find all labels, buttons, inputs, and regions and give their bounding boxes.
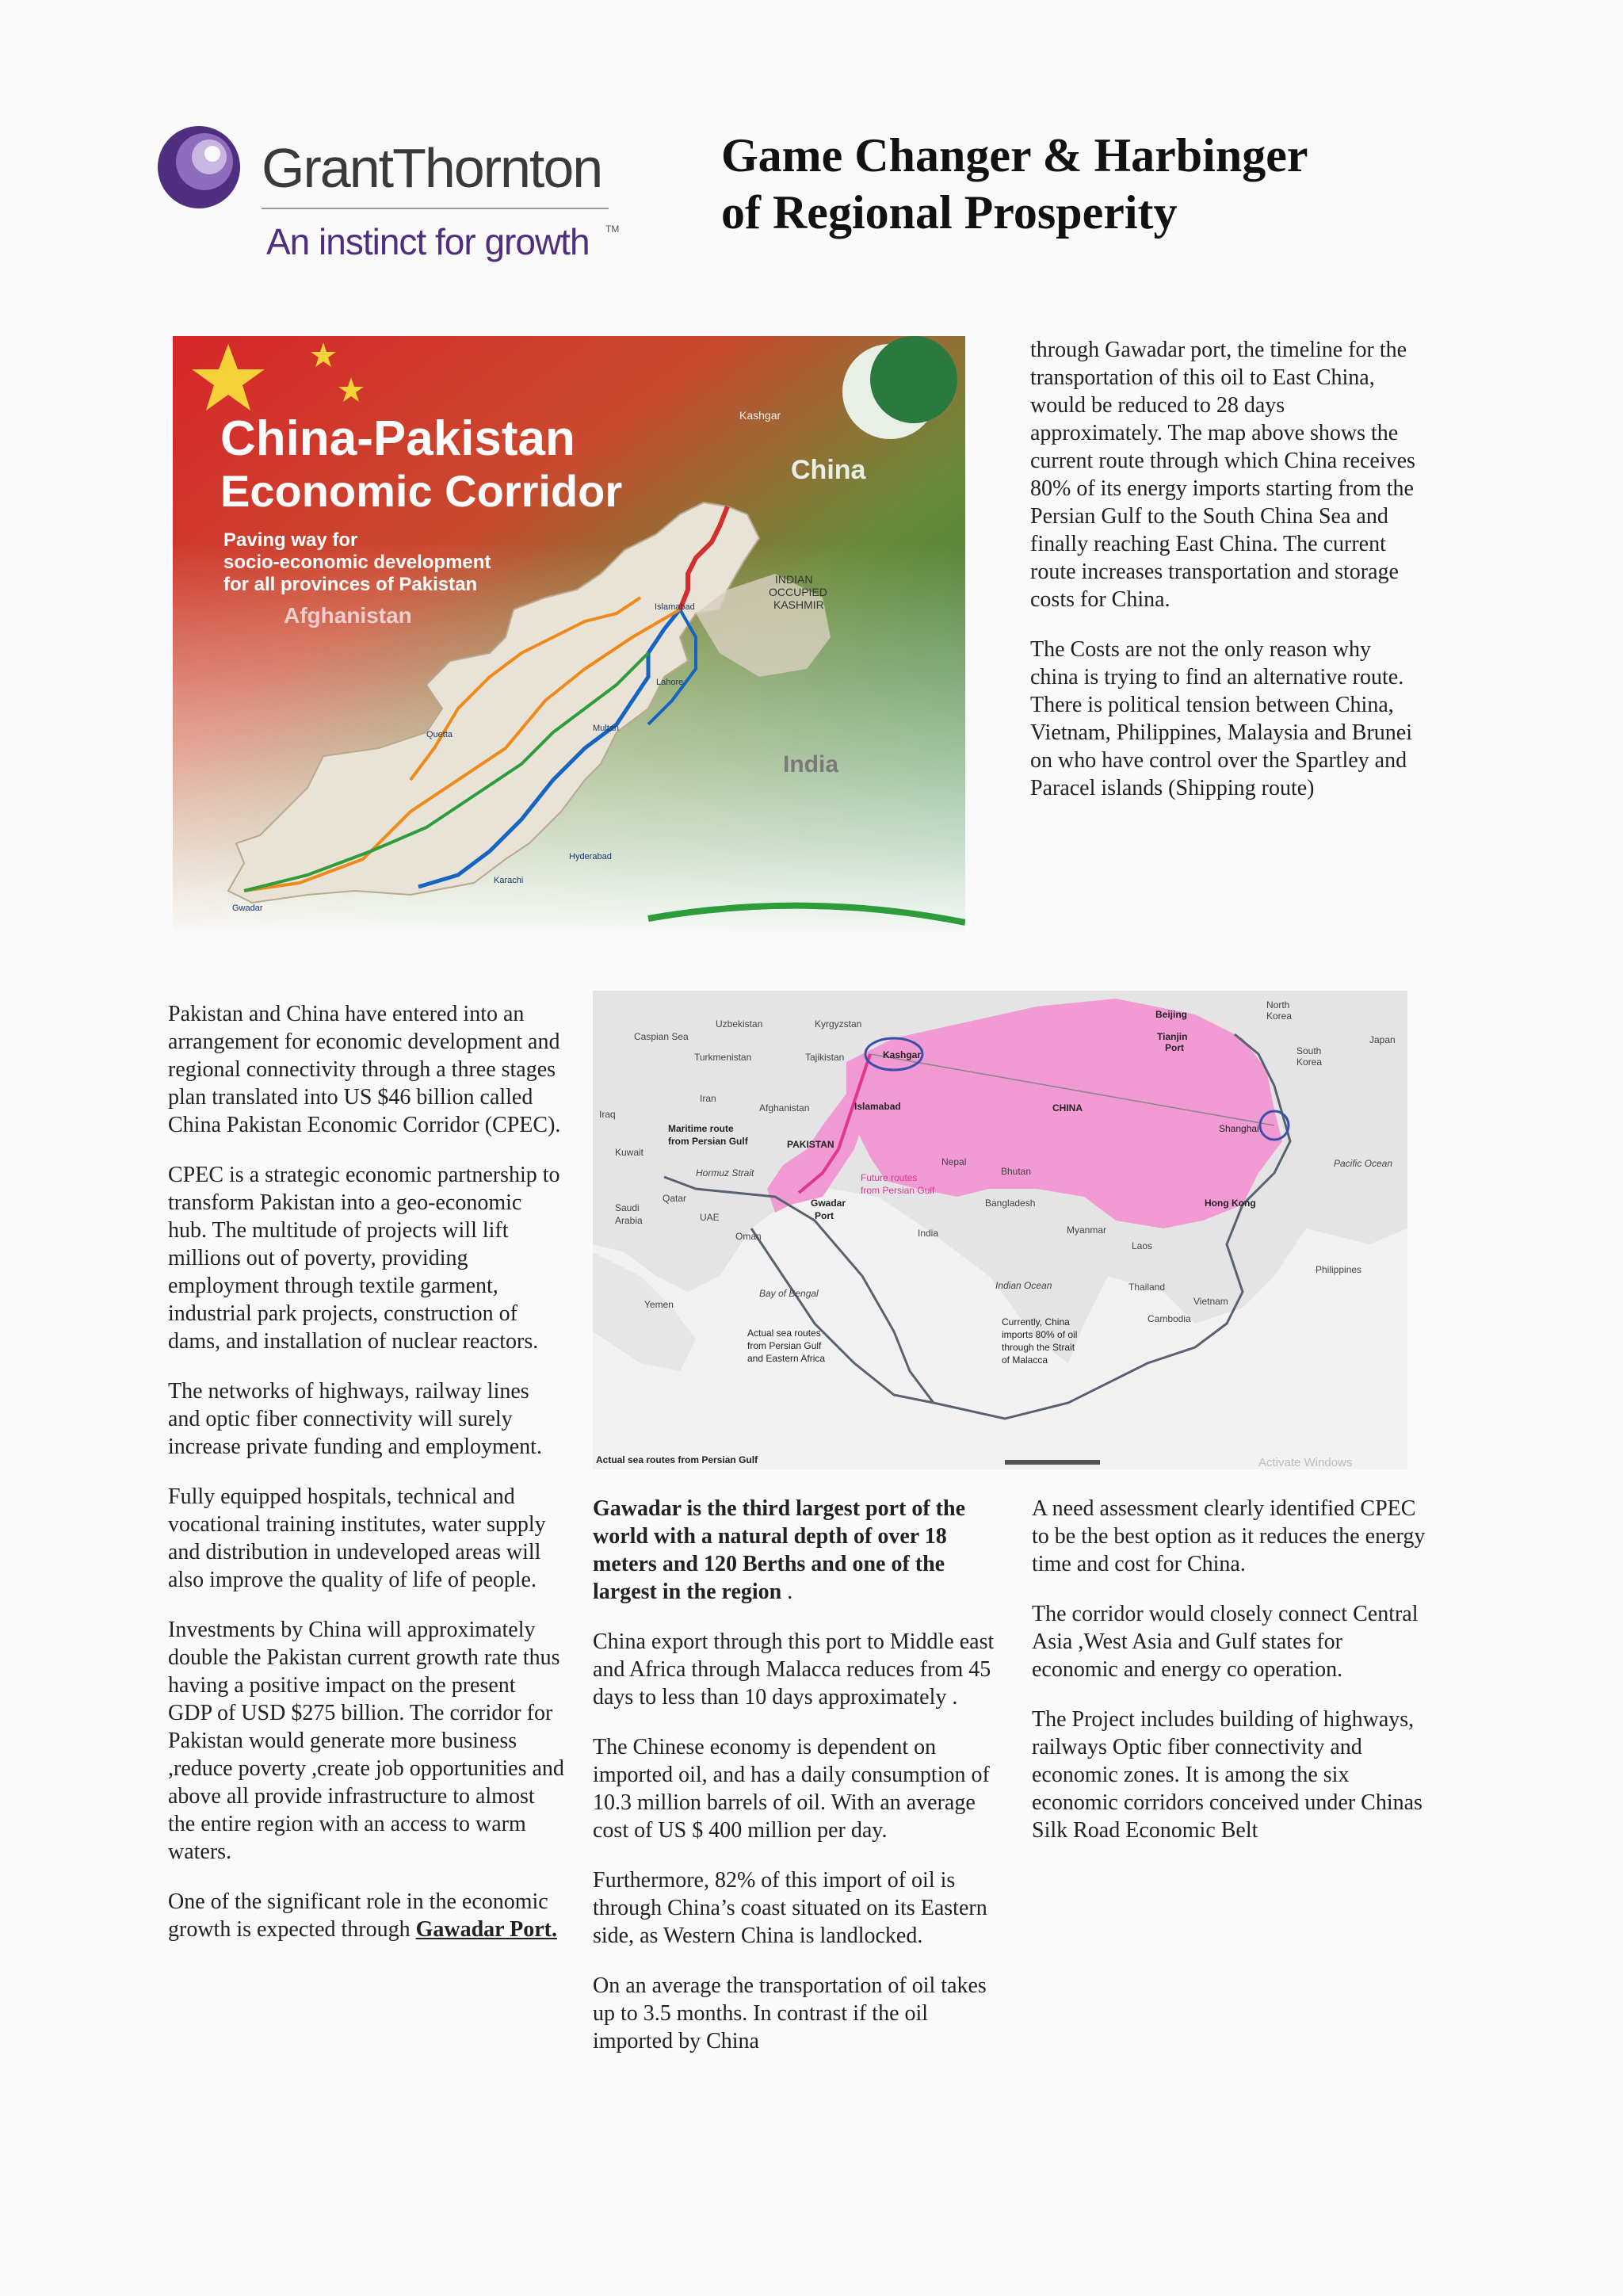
label-kashmir-3: KASHMIR bbox=[773, 598, 824, 611]
label-nepal: Nepal bbox=[941, 1156, 967, 1167]
right-top-column bbox=[1030, 336, 1419, 824]
map-subtitle-3: for all provinces of Pakistan bbox=[223, 574, 478, 595]
right-column bbox=[1032, 1495, 1428, 1866]
label-bottom-caption: Actual sea routes from Persian Gulf bbox=[596, 1454, 758, 1465]
paragraph-export: China export through this port to Middle east and Africa through Malacca reduces from 45 days to less than 10 days approximately . bbox=[593, 1629, 995, 1710]
label-thailand: Thailand bbox=[1128, 1282, 1166, 1293]
label-kashgar: Kashgar bbox=[883, 1049, 922, 1060]
significant-role-text: One of the significant role in the economic growth is expected through bbox=[168, 1889, 548, 1942]
paragraph-investments: Investments by China will approximately double the Pakistan current growth rate thus having a positive impact on the present GDP of USD $275 billion. The corridor for Pakistan would generate more business ,reduce poverty ,create job opportunities and above all provide infrastructure to almost the entire region with an access to warm waters. bbox=[168, 1618, 564, 1864]
label-bay-bengal: Bay of Bengal bbox=[759, 1288, 819, 1299]
label-bhutan: Bhutan bbox=[1001, 1166, 1032, 1177]
label-saudi-2: Arabia bbox=[615, 1215, 643, 1226]
map-subtitle-2: socio-economic development bbox=[223, 552, 491, 573]
map-title-line-2: Economic Corridor bbox=[220, 466, 623, 516]
trademark-mark: TM bbox=[605, 223, 620, 235]
label-oman: Oman bbox=[735, 1231, 762, 1242]
label-actual-3: and Eastern Africa bbox=[747, 1353, 826, 1364]
gawadar-highlight-suffix: . bbox=[781, 1580, 793, 1604]
label-vietnam: Vietnam bbox=[1193, 1296, 1228, 1307]
label-future-1: Future routes bbox=[861, 1172, 918, 1183]
label-hormuz: Hormuz Strait bbox=[696, 1167, 754, 1179]
label-pacific: Pacific Ocean bbox=[1334, 1158, 1393, 1169]
paragraph-arrangement: Pakistan and China have entered into an arrangement for economic development and regional connectivity through a three stages plan translated into US $46 billion called China Pakistan Economic Corridor (CPEC). bbox=[168, 1002, 561, 1137]
paragraph-82-percent: Furthermore, 82% of this import of oil is through China’s coast situated on its Eastern side, as Western China is landlocked. bbox=[593, 1868, 987, 1948]
label-china: China bbox=[791, 455, 866, 485]
label-north-korea-1: North bbox=[1266, 999, 1290, 1010]
label-actual-2: from Persian Gulf bbox=[747, 1340, 822, 1351]
paragraph-project-includes: The Project includes building of highways, railways Optic fiber connectivity and economic zones. It is among the six economic corridors conceived under Chinas Silk Road Economic Belt bbox=[1032, 1707, 1423, 1843]
label-south-korea-2: Korea bbox=[1296, 1056, 1323, 1068]
city-kashgar: Kashgar bbox=[739, 409, 781, 422]
cpec-map-image bbox=[173, 336, 965, 930]
city-quetta: Quetta bbox=[426, 730, 453, 739]
map-subtitle-1: Paving way for bbox=[223, 529, 358, 551]
label-malacca-3: through the Strait bbox=[1002, 1342, 1075, 1353]
label-india: India bbox=[783, 751, 839, 777]
city-lahore: Lahore bbox=[656, 678, 684, 687]
paragraph-need-assessment: A need assessment clearly identified CPEC to be the best option as it reduces the energy time and cost for China. bbox=[1032, 1496, 1426, 1576]
label-gwadar-1: Gwadar bbox=[811, 1198, 846, 1209]
label-uzbekistan: Uzbekistan bbox=[716, 1018, 763, 1030]
label-tianjin-2: Port bbox=[1165, 1042, 1184, 1053]
paragraph-strategic: CPEC is a strategic economic partnership to transform Pakistan into a geo-economic hub. The multitude of projects will lift millions out of poverty, providing employment through textile garment, industrial park projects, construction of dams, and installation of nuclear reactors. bbox=[168, 1163, 560, 1354]
label-yemen: Yemen bbox=[644, 1299, 674, 1310]
grant-thornton-logo-mark bbox=[157, 125, 241, 209]
paragraph-imported-oil: The Chinese economy is dependent on imported oil, and has a daily consumption of 10.3 million barrels of oil. With an average cost of US $ 400 million per day. bbox=[593, 1735, 990, 1843]
title-line-1: Game Changer & Harbinger bbox=[721, 129, 1308, 181]
paragraph-gawadar-timeline: through Gawadar port, the timeline for the transportation of this oil to East China, would be reduced to 28 days approximately. The map above shows the current route through which China receives 80% of its energy imports starting from the Persian Gulf to the South China Sea and finally reaching East China. The current route increases transportation and storage costs for China. bbox=[1030, 338, 1415, 612]
label-watermark: Activate Windows bbox=[1258, 1456, 1353, 1469]
label-philippines: Philippines bbox=[1316, 1264, 1362, 1275]
paragraph-hospitals: Fully equipped hospitals, technical and vocational training institutes, water supply and distribution in undeveloped areas will also improve the quality of life of people. bbox=[168, 1484, 546, 1592]
label-future-2: from Persian Gulf bbox=[861, 1185, 935, 1196]
city-karachi: Karachi bbox=[494, 876, 524, 885]
city-gwadar: Gwadar bbox=[232, 904, 263, 913]
label-cambodia: Cambodia bbox=[1148, 1313, 1191, 1324]
gawadar-port-link[interactable]: Gawadar Port. bbox=[415, 1917, 557, 1942]
label-china: CHINA bbox=[1052, 1102, 1083, 1114]
label-india: India bbox=[918, 1228, 939, 1239]
label-maritime-2: from Persian Gulf bbox=[668, 1136, 748, 1147]
label-iraq: Iraq bbox=[599, 1109, 616, 1120]
city-islamabad: Islamabad bbox=[655, 602, 695, 612]
paragraph-costs: The Costs are not the only reason why china is trying to find an alternative route. There is political tension between China, Vietnam, Philippines, Malaysia and Brunei on who have control over the Spartley and Paracel islands (Shipping route) bbox=[1030, 637, 1413, 800]
paragraph-gawadar-port bbox=[593, 1495, 1005, 1606]
label-saudi-1: Saudi bbox=[615, 1202, 640, 1213]
ship-silhouette bbox=[1005, 1460, 1100, 1465]
gawadar-highlight: Gawadar is the third largest port of the world with a natural depth of over 18 meters and 120 Berths and one of the largest in the region bbox=[593, 1496, 965, 1604]
title-line-2: of Regional Prosperity bbox=[721, 186, 1178, 239]
label-kashmir-1: INDIAN bbox=[775, 573, 813, 586]
label-actual-1: Actual sea routes bbox=[747, 1328, 821, 1339]
label-north-korea-2: Korea bbox=[1266, 1010, 1293, 1022]
label-myanmar: Myanmar bbox=[1067, 1224, 1107, 1236]
label-malacca-2: imports 80% of oil bbox=[1002, 1329, 1078, 1340]
paragraph-networks: The networks of highways, railway lines and optic fiber connectivity will surely increase private funding and employment. bbox=[168, 1379, 542, 1459]
city-multan: Multan bbox=[593, 724, 620, 733]
label-bangladesh: Bangladesh bbox=[985, 1198, 1036, 1209]
city-hyderabad: Hyderabad bbox=[569, 852, 612, 861]
brand-name: GrantThornton bbox=[262, 137, 602, 199]
label-shanghai: Shanghai bbox=[1219, 1123, 1259, 1134]
label-beijing: Beijing bbox=[1155, 1009, 1188, 1020]
label-japan: Japan bbox=[1369, 1034, 1396, 1045]
label-afghanistan: Afghanistan bbox=[759, 1102, 810, 1114]
paragraph-corridor-connect: The corridor would closely connect Central Asia ,West Asia and Gulf states for economic and energy co operation. bbox=[1032, 1602, 1419, 1682]
label-tianjin-1: Tianjin bbox=[1157, 1031, 1188, 1042]
paragraph-transportation: On an average the transportation of oil takes up to 3.5 months. In contrast if the oil imported by China bbox=[593, 1973, 987, 2053]
label-kashmir-2: OCCUPIED bbox=[769, 586, 827, 598]
label-indian-ocean: Indian Ocean bbox=[995, 1280, 1052, 1291]
label-malacca-4: of Malacca bbox=[1002, 1354, 1048, 1366]
label-south-korea-1: South bbox=[1296, 1045, 1322, 1056]
left-column bbox=[168, 1000, 564, 1966]
label-maritime-1: Maritime route bbox=[668, 1123, 734, 1134]
label-kyrgyzstan: Kyrgyzstan bbox=[815, 1018, 862, 1030]
label-tajikistan: Tajikistan bbox=[805, 1052, 845, 1063]
label-turkmenistan: Turkmenistan bbox=[694, 1052, 752, 1063]
label-malacca-1: Currently, China bbox=[1002, 1316, 1070, 1328]
label-caspian: Caspian Sea bbox=[634, 1031, 689, 1042]
label-islamabad: Islamabad bbox=[854, 1101, 901, 1112]
page-title bbox=[721, 127, 1403, 241]
label-qatar: Qatar bbox=[663, 1193, 687, 1204]
label-uae: UAE bbox=[700, 1212, 720, 1223]
label-hong-kong: Hong Kong bbox=[1205, 1198, 1256, 1209]
label-afghanistan: Afghanistan bbox=[284, 603, 412, 628]
label-pakistan: PAKISTAN bbox=[787, 1139, 834, 1150]
label-iran: Iran bbox=[700, 1093, 716, 1104]
brand-divider bbox=[262, 208, 609, 209]
paragraph-significant-role bbox=[168, 1888, 564, 1943]
middle-column bbox=[593, 1495, 1005, 2077]
map-title-line-1: China-Pakistan bbox=[220, 411, 575, 466]
sea-route-map-image bbox=[593, 991, 1407, 1469]
label-laos: Laos bbox=[1132, 1240, 1153, 1251]
label-gwadar-2: Port bbox=[815, 1210, 834, 1221]
label-kuwait: Kuwait bbox=[615, 1147, 644, 1158]
brand-tagline: An instinct for growth bbox=[266, 221, 590, 262]
